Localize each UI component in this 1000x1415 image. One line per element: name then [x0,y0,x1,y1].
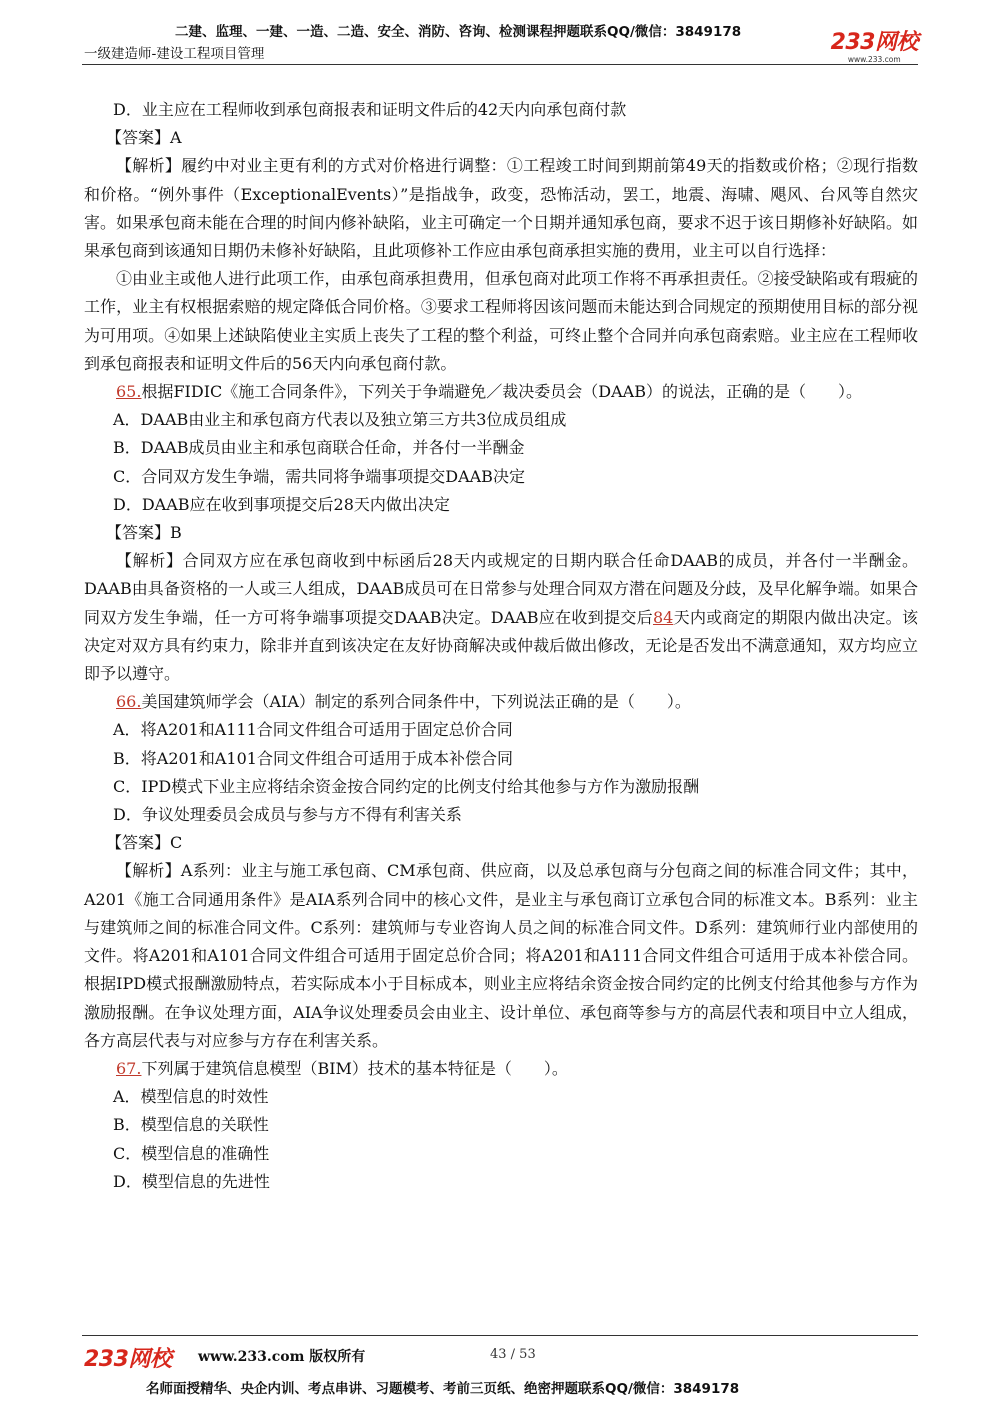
logo-url: www.233.com [847,55,901,64]
q67-option-c: C．模型信息的准确性 [113,1143,270,1163]
q65-analysis [84,547,918,688]
footer-divider [82,1335,918,1336]
q65-option-c: C．合同双方发生争端，需共同将争端事项提交DAAB决定 [113,466,525,486]
footer-logo: 233网校 [84,1347,172,1372]
question-67-stem [84,1055,918,1083]
q67-option-a: A．模型信息的时效性 [113,1087,269,1107]
prev-analysis-1: 【解析】履约中对业主更有利的方式对价格进行调整：①工程竣工时间到期前第49天的指数或价格；②现行指数和价格。“例外事件（ExceptionalEvents）”是指战争，政变，恐怖活动，罢工，地震、海啸、飓风、台风等自然灾害。如果承包商未能在合理的时间内修补缺陷，业主可确定一个日期并通知承包商，要求不迟于该日期修补好缺陷。如果承包商到该通知日期仍未修补好缺陷，且此项修补工作应由承包商承担实施的费用，业主可以自行选择： [84,156,918,261]
header-logo [831,32,918,64]
q65-analysis-highlight: 84 [652,607,674,627]
page-content [84,96,918,1196]
question-67-text: 下列属于建筑信息模型（BIM）技术的基本特征是（ ）。 [141,1058,568,1078]
q65-option-a: A．DAAB由业主和承包商方代表以及独立第三方共3位成员组成 [113,410,567,430]
q65-analysis-part-2: 天内或商定的期限内做出决定。该决定对双方具有约束力，除非并直到该决定在友好协商解决或仲裁后做出修改，无论是否发出不满意通知，双方均应立即予以遵守。 [84,607,918,684]
page-number: 43 / 53 [490,1347,536,1362]
header-banner: 二建、监理、一建、一造、二造、安全、消防、咨询、检测课程押题联系QQ/微信：3849178 [175,24,742,40]
footer-copyright: www.233.com 版权所有 [198,1349,366,1365]
question-66-text: 美国建筑师学会（AIA）制定的系列合同条件中，下列说法正确的是（ ）。 [141,692,691,712]
q65-answer: 【答案】B [106,523,182,543]
q66-option-c: C．IPD模式下业主应将结余资金按合同约定的比例支付给其他参与方作为激励报酬 [113,776,700,796]
q66-option-a: A．将A201和A111合同文件组合可适用于固定总价合同 [113,720,513,740]
course-title: 一级建造师-建设工程项目管理 [84,46,265,62]
q66-option-b: B．将A201和A101合同文件组合可适用于成本补偿合同 [113,748,513,768]
question-65-number: 65. [116,382,142,402]
header-divider [82,64,918,65]
q65-analysis-part-1: 【解析】合同双方应在承包商收到中标函后28天内或规定的日期内联合任命DAAB的成员，并各付一半酬金。DAAB由具备资格的一人或三人组成，DAAB成员可在日常参与处理合同双方潜在问题及分歧，及早化解争端。如果合同双方发生争端，任一方可将争端事项提交DAAB决定。DAAB应在收到提交后 [84,551,918,627]
q65-option-d: D．DAAB应在收到事项提交后28天内做出决定 [113,494,450,514]
logo-text: 233网校 [830,30,918,55]
q66-analysis: 【解析】A系列：业主与施工承包商、CM承包商、供应商，以及总承包商与分包商之间的标准合同文件；其中，A201《施工合同通用条件》是AIA系列合同中的核心文件，是业主与承包商订立承包合同的标准文本。B系列：业主与建筑师之间的标准合同文件。C系列：建筑师与专业咨询人员之间的标准合同文件。D系列：建筑师行业内部使用的文件。将A201和A101合同文件组合可适用于固定总价合同；将A201和A111合同文件组合可适用于成本补偿合同。根据IPD模式报酬激励特点，若实际成本小于目标成本，则业主应将结余资金按合同约定的比例支付给其他参与方作为激励报酬。在争议处理方面，AIA争议处理委员会由业主、设计单位、承包商等参与方的高层代表和项目中立人组成，各方高层代表与对应参与方存在利害关系。 [84,861,918,1050]
q67-option-d: D．模型信息的先进性 [113,1171,270,1191]
question-65-text: 根据FIDIC《施工合同条件》，下列关于争端避免／裁决委员会（DAAB）的说法，正确的是（ ）。 [141,382,862,402]
q66-option-d: D．争议处理委员会成员与参与方不得有利害关系 [113,805,462,825]
prev-answer: 【答案】A [106,128,182,148]
prev-analysis-2: ①由业主或他人进行此项工作，由承包商承担费用，但承包商对此项工作将不再承担责任。②接受缺陷或有瑕疵的工作，业主有权根据索赔的规定降低合同价格。③要求工程师将因该问题而未能达到合同规定的预期使用目标的部分视为可用项。④如果上述缺陷使业主实质上丧失了工程的整个利益，可终止整个合同并向承包商索赔。业主应在工程师收到承包商报表和证明文件后的56天内向承包商付款。 [84,269,918,373]
question-66-number: 66. [116,692,142,712]
q65-option-b: B．DAAB成员由业主和承包商联合任命，并各付一半酬金 [113,438,525,458]
question-66-stem [84,688,918,716]
question-67-number: 67. [116,1058,142,1078]
question-65-stem [84,378,918,406]
prev-option-d: D．业主应在工程师收到承包商报表和证明文件后的42天内向承包商付款 [113,100,627,119]
footer-banner: 名师面授精华、央企内训、考点串讲、习题模考、考前三页纸、绝密押题联系QQ/微信：3849178 [146,1381,740,1397]
q67-option-b: B．模型信息的关联性 [113,1115,269,1135]
q66-answer: 【答案】C [106,833,183,853]
